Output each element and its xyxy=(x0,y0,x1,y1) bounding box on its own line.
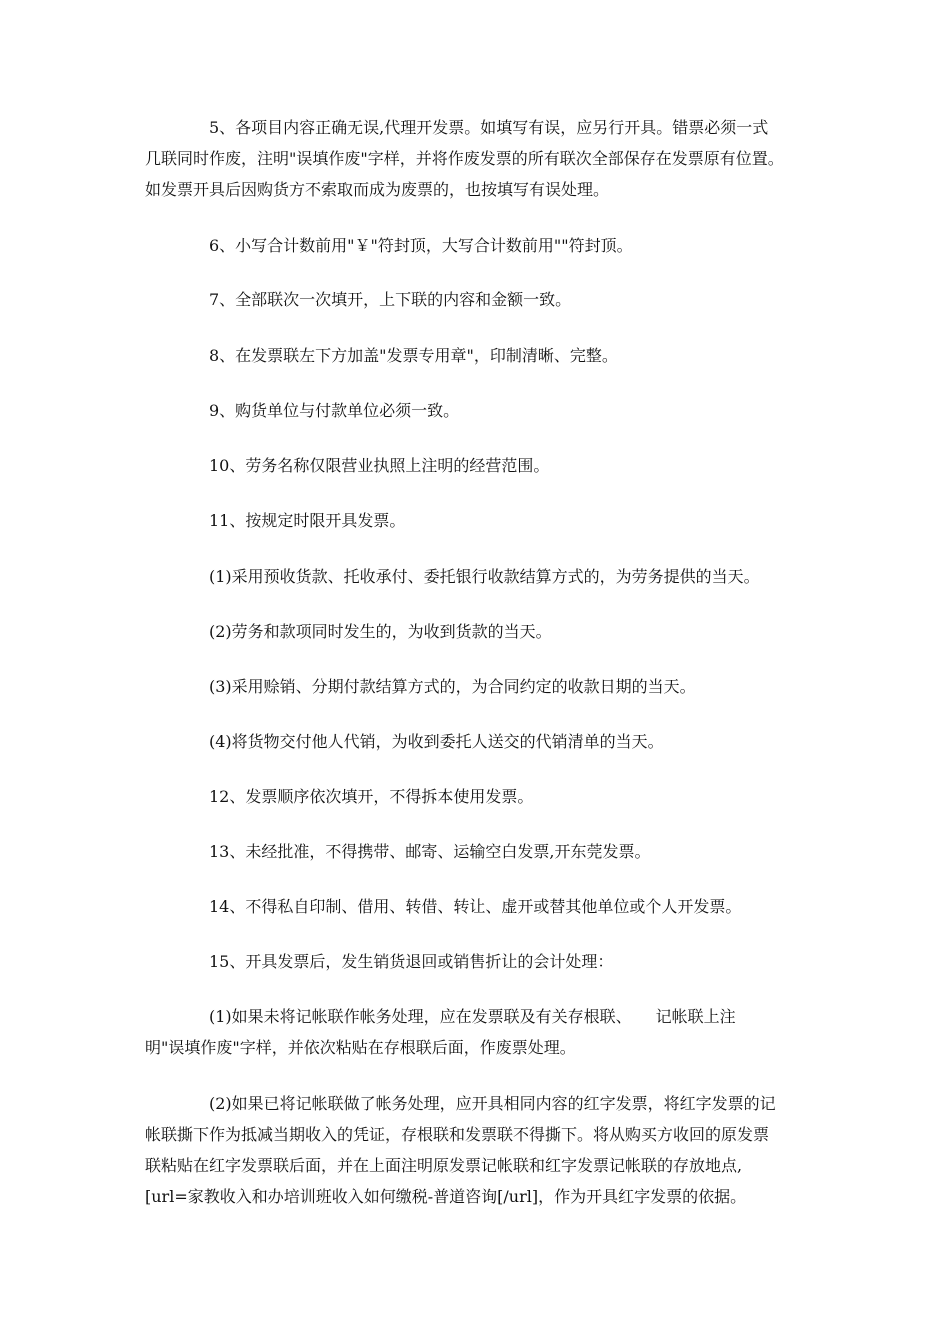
paragraph-item-14: 14、不得私自印制、借用、转借、转让、虚开或替其他单位或个人开发票。 xyxy=(209,897,742,916)
paragraph-subitem-1: (1)采用预收货款、托收承付、委托银行收款结算方式的，为劳务提供的当天。 xyxy=(209,567,760,586)
text-line: 如发票开具后因购货方不索取而成为废票的，也按填写有误处理。 xyxy=(145,180,610,199)
paragraph-subitem-3: (3)采用赊销、分期付款结算方式的，为合同约定的收款日期的当天。 xyxy=(209,677,696,696)
text-line: 几联同时作废，注明"误填作废"字样，并将作废发票的所有联次全部保存在发票原有位置。 xyxy=(145,149,784,168)
paragraph-subitem-15-2 xyxy=(145,1088,815,1212)
paragraph-item-7: 7、全部联次一次填开，上下联的内容和金额一致。 xyxy=(209,290,572,309)
paragraph-subitem-15-1 xyxy=(145,1001,815,1063)
text-line: (1)如果未将记帐联作帐务处理，应在发票联及有关存根联、 记帐联上注 xyxy=(209,1007,736,1026)
text-line: 联粘贴在红字发票联后面，并在上面注明原发票记帐联和红字发票记帐联的存放地点, xyxy=(145,1156,743,1175)
text-line: [url=家教收入和办培训班收入如何缴税-普道咨询[/url]，作为开具红字发票的依据。 xyxy=(145,1187,747,1206)
paragraph-item-12: 12、发票顺序依次填开，不得拆本使用发票。 xyxy=(209,787,534,806)
paragraph-subitem-2: (2)劳务和款项同时发生的，为收到货款的当天。 xyxy=(209,622,552,641)
paragraph-item-9: 9、购货单位与付款单位必须一致。 xyxy=(209,401,460,420)
paragraph-item-10: 10、劳务名称仅限营业执照上注明的经营范围。 xyxy=(209,456,550,475)
text-line: 5、各项目内容正确无误,代理开发票。如填写有误，应另行开具。错票必须一式 xyxy=(209,118,769,137)
paragraph-item-13: 13、未经批准，不得携带、邮寄、运输空白发票,开东莞发票。 xyxy=(209,842,651,861)
text-line: 帐联撕下作为抵减当期收入的凭证，存根联和发票联不得撕下。将从购买方收回的原发票 xyxy=(145,1125,770,1144)
paragraph-item-8: 8、在发票联左下方加盖"发票专用章"，印制清晰、完整。 xyxy=(209,346,618,365)
paragraph-item-15: 15、开具发票后，发生销货退回或销售折让的会计处理： xyxy=(209,952,614,971)
paragraph-subitem-4: (4)将货物交付他人代销，为收到委托人送交的代销清单的当天。 xyxy=(209,732,664,751)
paragraph-item-5 xyxy=(145,112,815,205)
text-line: 明"误填作废"字样，并依次粘贴在存根联后面，作废票处理。 xyxy=(145,1038,576,1057)
paragraph-item-11: 11、按规定时限开具发票。 xyxy=(209,511,406,530)
paragraph-item-6: 6、小写合计数前用"￥"符封顶，大写合计数前用""符封顶。 xyxy=(209,236,633,255)
text-line: (2)如果已将记帐联做了帐务处理，应开具相同内容的红字发票，将红字发票的记 xyxy=(209,1094,776,1113)
